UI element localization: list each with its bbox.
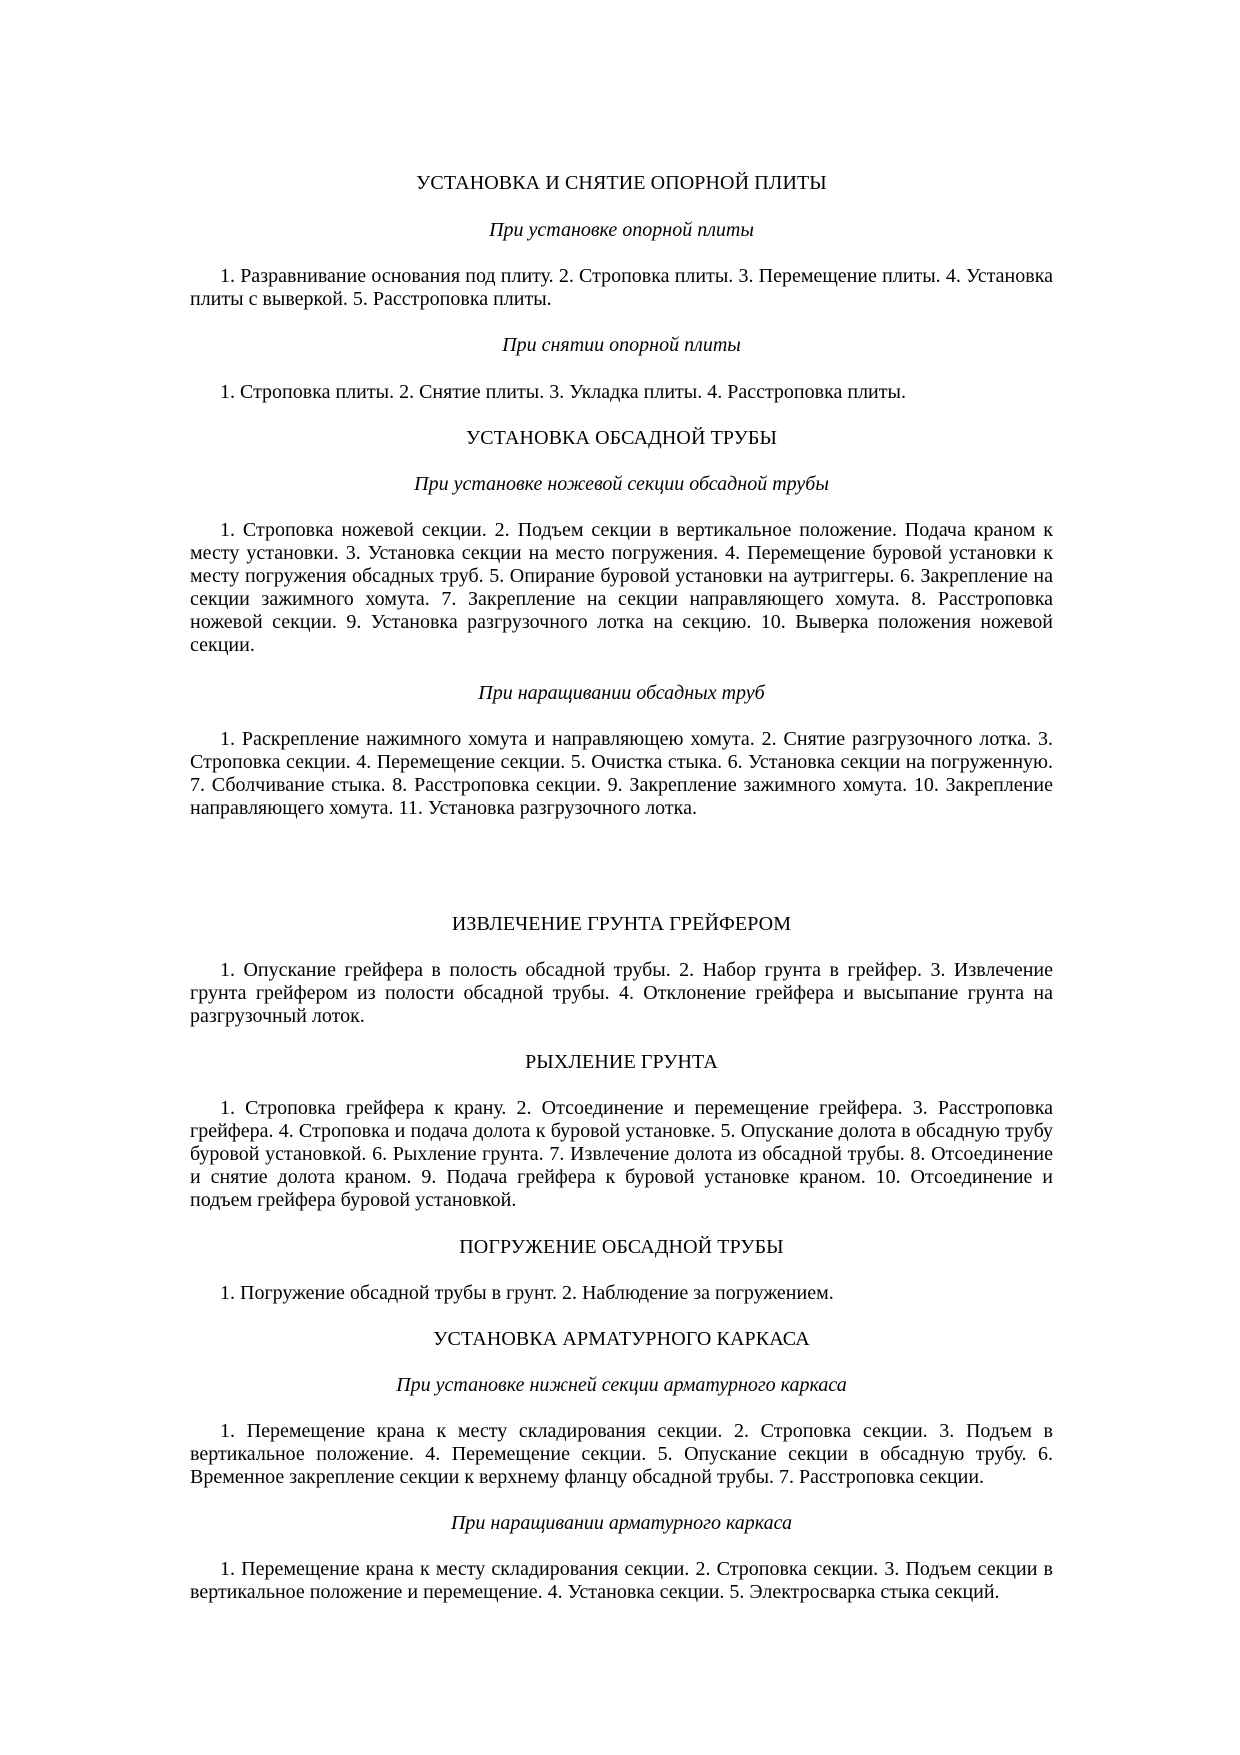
heading-casing-install: УСТАНОВКА ОБСАДНОЙ ТРУБЫ [465, 427, 778, 449]
paragraph-casing-extend: 1. Раскрепление нажимного хомута и направляющею хомута. 2. Снятие разгрузочного лотка. 3. Строповка секции. 4. Перемещение секции. 5. Очистка стыка. 6. Установка секции на погруженную. 7. Сболчивание стыка. 8. Расстроповка секции. 9. Закрепление зажимного хомута. 10. Закрепление направляющего хомута. 11. Установка разгрузочного лотка. [190, 728, 1053, 819]
subheading-cage-lower: При установке нижней секции арматурного каркаса [396, 1374, 847, 1396]
paragraph-plate-remove: 1. Строповка плиты. 2. Снятие плиты. 3. Укладка плиты. 4. Расстроповка плиты. [220, 381, 906, 403]
subheading-plate-install: При установке опорной плиты [489, 219, 754, 241]
paragraph-soil-loosening: 1. Строповка грейфера к крану. 2. Отсоединение и перемещение грейфера. 3. Расстроповка грейфера. 4. Строповка и подача долота к буровой установке. 5. Опускание долота в обсадную трубу буровой установкой. 6. Рыхление грунта. 7. Извлечение долота из обсадной трубы. 8. Отсоединение и снятие долота краном. 9. Подача грейфера к буровой установке краном. 10. Отсоединение и подъем грейфера буровой установкой. [190, 1097, 1053, 1211]
heading-support-plate: УСТАНОВКА И СНЯТИЕ ОПОРНОЙ ПЛИТЫ [416, 172, 827, 194]
subheading-cage-extend: При наращивании арматурного каркаса [450, 1512, 793, 1534]
paragraph-plate-install: 1. Разравнивание основания под плиту. 2. Строповка плиты. 3. Перемещение плиты. 4. Установка плиты с выверкой. 5. Расстроповка плиты. [190, 265, 1053, 310]
subheading-knife-section: При установке ножевой секции обсадной трубы [414, 473, 829, 495]
paragraph-casing-sinking: 1. Погружение обсадной трубы в грунт. 2. Наблюдение за погружением. [220, 1282, 834, 1304]
subheading-plate-remove: При снятии опорной плиты [502, 334, 741, 356]
paragraph-grab-extraction: 1. Опускание грейфера в полость обсадной трубы. 2. Набор грунта в грейфер. 3. Извлечение грунта грейфером из полости обсадной трубы. 4. Отклонение грейфера и высыпание грунта на разгрузочный лоток. [190, 959, 1053, 1027]
paragraph-knife-section: 1. Строповка ножевой секции. 2. Подъем секции в вертикальное положение. Подача краном к месту установки. 3. Установка секции на место погружения. 4. Перемещение буровой установки к месту погружения обсадных труб. 5. Опирание буровой установки на аутриггеры. 6. Закрепление на секции зажимного хомута. 7. Закрепление на секции направляющего хомута. 8. Расстроповка ножевой секции. 9. Установка разгрузочного лотка на секцию. 10. Выверка положения ножевой секции. [190, 519, 1053, 656]
heading-grab-extraction: ИЗВЛЕЧЕНИЕ ГРУНТА ГРЕЙФЕРОМ [451, 913, 792, 935]
heading-casing-sinking: ПОГРУЖЕНИЕ ОБСАДНОЙ ТРУБЫ [459, 1236, 784, 1258]
heading-rebar-cage: УСТАНОВКА АРМАТУРНОГО КАРКАСА [433, 1328, 810, 1350]
heading-soil-loosening: РЫХЛЕНИЕ ГРУНТА [525, 1051, 718, 1073]
subheading-casing-extend: При наращивании обсадных труб [478, 682, 765, 704]
paragraph-cage-extend: 1. Перемещение крана к месту складирования секции. 2. Строповка секции. 3. Подъем секции в вертикальное положение и перемещение. 4. Установка секции. 5. Электросварка стыка секций. [190, 1558, 1053, 1603]
paragraph-cage-lower: 1. Перемещение крана к месту складирования секции. 2. Строповка секции. 3. Подъем в вертикальное положение. 4. Перемещение секции. 5. Опускание секции в обсадную трубу. 6. Временное закрепление секции к верхнему фланцу обсадной трубы. 7. Расстроповка секции. [190, 1420, 1053, 1488]
